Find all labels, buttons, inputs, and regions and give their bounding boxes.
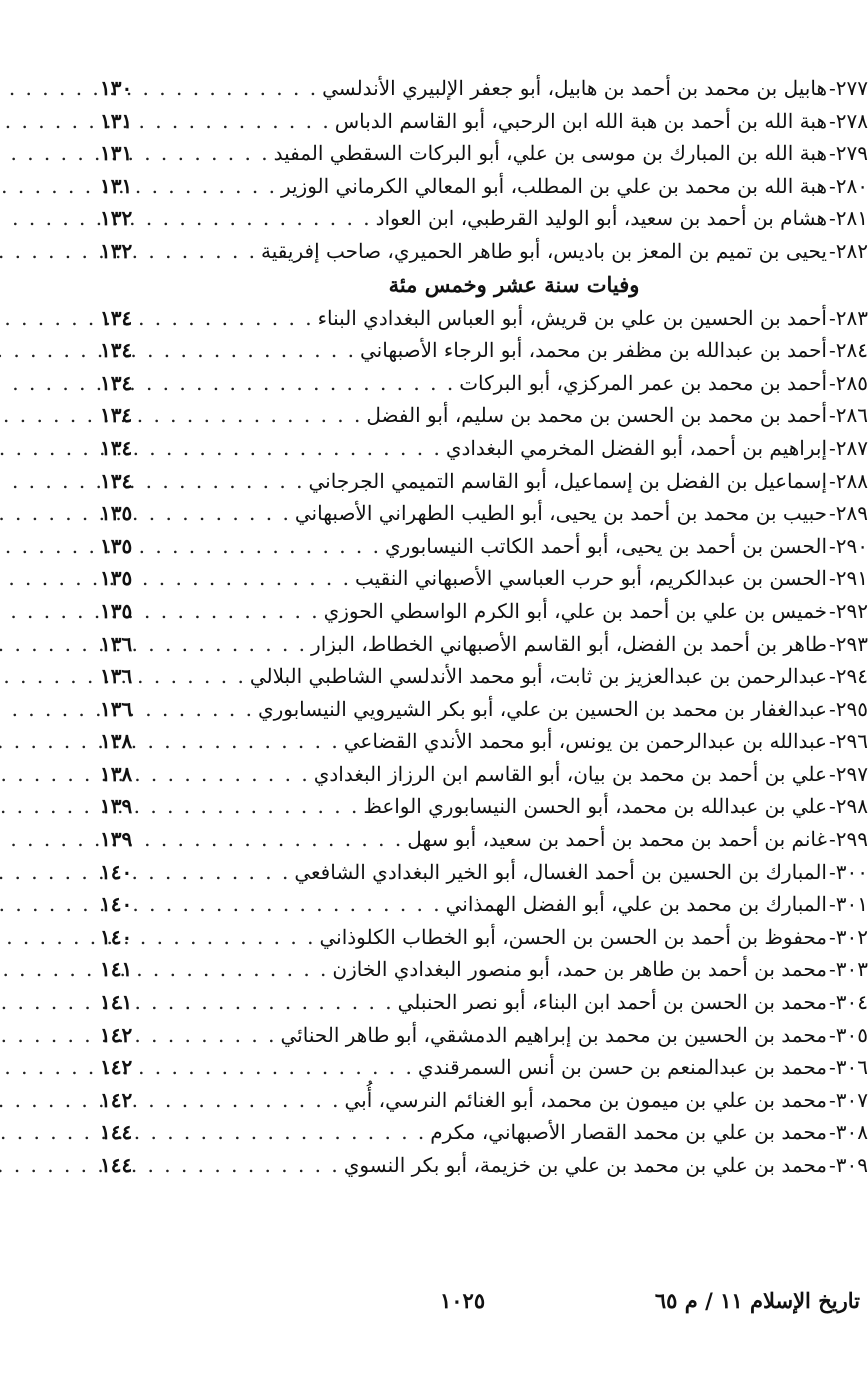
toc-entry [100, 497, 868, 530]
entry-page-ref: ١٤٠ [100, 859, 133, 884]
entry-number: ٢٨٩- [829, 501, 868, 526]
toc-entry [100, 465, 868, 498]
toc-entry [100, 432, 868, 465]
dot-leader [162, 1116, 430, 1149]
entry-name: عبدالغفار بن محمد بن الحسين بن علي، أبو بكر الشيرويي النيسابوري [257, 696, 827, 721]
entry-number: ٢٧٩- [829, 141, 868, 166]
entry-name: محمد بن أحمد بن طاهر بن حمد، أبو منصور البغدادي الخازن [332, 957, 827, 982]
section-heading: وفيات سنة عشر وخمس مئة [388, 271, 640, 297]
entry-page-ref: ١٣٢ [100, 238, 133, 263]
toc-entry [100, 953, 868, 986]
entries-group-a [100, 72, 868, 268]
toc-entry [100, 986, 868, 1019]
entry-name: أحمد بن محمد بن الحسن بن محمد بن سليم، أبو الفضل [366, 403, 827, 428]
entry-number: ٢٨٦- [829, 403, 868, 428]
entry-page-ref: ١٣٤ [100, 338, 133, 363]
dot-leader [162, 921, 319, 954]
toc-entry [100, 693, 868, 726]
entry-page-ref: ١٣٤ [100, 403, 133, 428]
entry-page-ref: ١٣٨ [100, 761, 133, 786]
dot-leader [162, 595, 324, 628]
entry-name: الحسن بن عبدالكريم، أبو حرب العباسي الأصبهاني النقيب [355, 566, 827, 591]
dot-leader [162, 72, 322, 105]
entry-name: أحمد بن محمد بن عمر المركزي، أبو البركات [459, 370, 827, 395]
dot-leader [162, 235, 261, 268]
dot-leader [162, 465, 308, 498]
entry-name: هبة الله بن أحمد بن هبة الله ابن الرحبي، أبو القاسم الدباس [334, 108, 827, 133]
toc-entry [100, 170, 868, 203]
toc-entry [100, 105, 868, 138]
entry-number: ٣٠٥- [829, 1022, 868, 1047]
toc-entry [100, 72, 868, 105]
entry-number: ٢٩٩- [829, 827, 868, 852]
entry-name: محمد بن علي بن محمد بن علي بن خزيمة، أبو بكر النسوي [343, 1153, 827, 1177]
dot-leader [162, 367, 459, 400]
entry-number: ٢٩٦- [829, 729, 868, 754]
entry-name: الحسن بن أحمد بن يحيى، أبو أحمد الكاتب النيسابوري [385, 533, 827, 558]
dot-leader [162, 628, 311, 661]
entry-number: ٢٩٧- [829, 761, 868, 786]
entry-number: ٢٨٧- [829, 435, 868, 460]
entry-number: ٣٠١- [829, 892, 868, 917]
table-of-contents [100, 72, 868, 1182]
toc-entry [100, 302, 868, 335]
toc-entry [100, 1116, 868, 1149]
entry-name: هبة الله بن المبارك بن موسى بن علي، أبو البركات السقطي المفيد [273, 141, 827, 166]
dot-leader [162, 888, 446, 921]
entry-number: ٣٠٣- [829, 957, 868, 982]
entry-name: هبة الله بن محمد بن علي بن المطلب، أبو المعالي الكرماني الوزير [280, 173, 827, 198]
toc-entry [100, 235, 868, 268]
dot-leader [162, 399, 366, 432]
dot-leader [162, 302, 318, 335]
entry-page-ref: ١٣١ [100, 141, 133, 166]
toc-entry [100, 595, 868, 628]
entry-number: ٣٠٢- [829, 924, 868, 949]
dot-leader [162, 725, 344, 758]
toc-entry [100, 823, 868, 856]
entry-page-ref: ١٣٨ [100, 729, 133, 754]
toc-entry [100, 334, 868, 367]
entry-page-ref: ١٣٩ [100, 827, 133, 852]
entries-group-b [100, 302, 868, 1182]
toc-entry [100, 856, 868, 889]
dot-leader [162, 105, 335, 138]
toc-entry [100, 1019, 868, 1052]
dot-leader [162, 823, 407, 856]
toc-entry [100, 758, 868, 791]
dot-leader [162, 170, 281, 203]
dot-leader [162, 790, 363, 823]
toc-entry [100, 628, 868, 661]
entry-name: محفوظ بن أحمد بن الحسن بن الحسن، أبو الخطاب الكلوذاني [319, 924, 827, 949]
entry-page-ref: ١٤٠ [100, 892, 133, 917]
dot-leader [162, 530, 385, 563]
entry-page-ref: ١٤٢ [100, 1087, 133, 1112]
entry-page-ref: ١٣٦ [100, 631, 133, 656]
toc-entry [100, 1084, 868, 1117]
entry-name: علي بن أحمد بن محمد بن بيان، أبو القاسم ابن الرزاز البغدادي [313, 761, 827, 786]
entry-number: ٢٩٤- [829, 664, 868, 689]
entry-number: ٢٩٥- [829, 696, 868, 721]
toc-entry [100, 921, 868, 954]
entry-page-ref: ١٤٢ [100, 1055, 133, 1080]
entry-page-ref: ١٣٥ [100, 501, 133, 526]
entry-name: أحمد بن الحسين بن علي بن قريش، أبو العباس البغدادي البناء [317, 305, 827, 330]
entry-number: ٢٧٧- [829, 76, 868, 100]
entry-page-ref: ١٤٤ [100, 1153, 133, 1177]
entry-number: ٣٠٦- [829, 1055, 868, 1080]
toc-entry [100, 725, 868, 758]
toc-entry [100, 137, 868, 170]
toc-entry [100, 1051, 868, 1084]
dot-leader [162, 562, 355, 595]
dot-leader [162, 137, 274, 170]
entry-name: المبارك بن الحسين بن أحمد الغسال، أبو الخير البغدادي الشافعي [294, 859, 827, 884]
entry-number: ٢٨٥- [829, 370, 868, 395]
dot-leader [162, 497, 295, 530]
entry-page-ref: ١٣٤ [100, 305, 133, 330]
entry-page-ref: ١٣٤ [100, 468, 133, 493]
entry-number: ٢٨٠- [829, 173, 868, 198]
book-series-label: تاريخ الإسلام ١١ / م ٦٥ [654, 1288, 860, 1313]
entry-number: ٢٨٨- [829, 468, 868, 493]
entry-name: أحمد بن عبدالله بن مظفر بن محمد، أبو الرجاء الأصبهاني [360, 338, 827, 363]
entry-number: ٢٩٨- [829, 794, 868, 819]
entry-page-ref: ١٣٥ [100, 566, 133, 591]
entry-name: خميس بن علي بن أحمد بن علي، أبو الكرم الواسطي الحوزي [323, 598, 827, 623]
entry-name: هشام بن أحمد بن سعيد، أبو الوليد القرطبي، ابن العواد [375, 206, 827, 231]
entry-number: ٣٠٤- [829, 990, 868, 1015]
entry-number: ٣٠٩- [829, 1153, 868, 1177]
toc-entry [100, 888, 868, 921]
entry-name: عبدالرحمن بن عبدالعزيز بن ثابت، أبو محمد الأندلسي الشاطبي البلالي [249, 664, 827, 689]
entry-name: محمد بن علي بن محمد القصار الأصبهاني، مكرم [430, 1120, 827, 1145]
entry-name: محمد بن علي بن ميمون بن محمد، أبو الغنائم النرسي، أُبي [344, 1087, 827, 1112]
entry-number: ٢٨٢- [829, 238, 868, 263]
dot-leader [162, 660, 250, 693]
entry-number: ٢٩٢- [829, 598, 868, 623]
entry-page-ref: ١٣١ [100, 173, 133, 198]
entry-page-ref: ١٤٠ [100, 924, 133, 949]
toc-entry [100, 660, 868, 693]
entry-name: محمد بن عبدالمنعم بن حسن بن أنس السمرقندي [417, 1055, 827, 1080]
entry-page-ref: ١٣٦ [100, 664, 133, 689]
entry-page-ref: ١٣٩ [100, 794, 133, 819]
entry-number: ٢٧٨- [829, 108, 868, 133]
entry-number: ٢٩٣- [829, 631, 868, 656]
dot-leader [162, 856, 294, 889]
entry-page-ref: ١٤٤ [100, 1120, 133, 1145]
entry-page-ref: ١٣٥ [100, 598, 133, 623]
dot-leader [162, 334, 360, 367]
entry-number: ٢٨١- [829, 206, 868, 231]
entry-number: ٢٩١- [829, 566, 868, 591]
entry-page-ref: ١٣٦ [100, 696, 133, 721]
entry-page-ref: ١٣١ [100, 108, 133, 133]
entry-page-ref: ١٣٠ [100, 76, 133, 100]
toc-entry [100, 367, 868, 400]
entry-name: طاهر بن أحمد بن الفضل، أبو القاسم الأصبهاني الخطاط، البزار [311, 631, 827, 656]
dot-leader [162, 202, 376, 235]
dot-leader [162, 1149, 344, 1182]
dot-leader [162, 432, 446, 465]
dot-leader [162, 986, 398, 1019]
entry-name: المبارك بن محمد بن علي، أبو الفضل الهمذاني [445, 892, 827, 917]
entry-page-ref: ١٣٥ [100, 533, 133, 558]
dot-leader [162, 758, 314, 791]
entry-number: ٣٠٠- [829, 859, 868, 884]
toc-entry [100, 399, 868, 432]
entry-number: ٣٠٧- [829, 1087, 868, 1112]
entry-page-ref: ١٤١ [100, 990, 133, 1015]
entry-name: هابيل بن محمد بن أحمد بن هابيل، أبو جعفر الإلبيري الأندلسي [322, 76, 827, 100]
entry-name: يحيى بن تميم بن المعز بن باديس، أبو طاهر الحميري، صاحب إفريقية [261, 238, 827, 263]
dot-leader [162, 693, 258, 726]
entry-number: ٢٨٤- [829, 338, 868, 363]
entry-name: محمد بن الحسين بن محمد بن إبراهيم الدمشقي، أبو طاهر الحنائي [280, 1022, 827, 1047]
entry-number: ٣٠٨- [829, 1120, 868, 1145]
dot-leader [162, 1019, 280, 1052]
toc-entry [100, 202, 868, 235]
entry-name: إسماعيل بن الفضل بن إسماعيل، أبو القاسم التميمي الجرجاني [308, 468, 827, 493]
entry-page-ref: ١٣٢ [100, 206, 133, 231]
dot-leader [162, 953, 332, 986]
entry-page-ref: ١٤٢ [100, 1022, 133, 1047]
entry-name: محمد بن الحسن بن أحمد ابن البناء، أبو نصر الحنبلي [397, 990, 827, 1015]
entry-name: عبدالله بن عبدالرحمن بن يونس، أبو محمد الأندي القضاعي [343, 729, 827, 754]
entry-page-ref: ١٤١ [100, 957, 133, 982]
toc-entry [100, 790, 868, 823]
entry-name: علي بن عبدالله بن محمد، أبو الحسن النيسابوري الواعظ [363, 794, 827, 819]
toc-entry [100, 1149, 868, 1182]
entry-name: إبراهيم بن أحمد، أبو الفضل المخرمي البغدادي [445, 435, 827, 460]
entry-number: ٢٨٣- [829, 305, 868, 330]
dot-leader [162, 1084, 345, 1117]
entry-name: غانم بن أحمد بن محمد بن أحمد بن سعيد، أبو سهل [407, 827, 827, 852]
entry-name: حبيب بن محمد بن أحمد بن يحيى، أبو الطيب الطهراني الأصبهاني [294, 501, 827, 526]
page-number: ١٠٢٥ [440, 1288, 486, 1313]
toc-entry [100, 562, 868, 595]
toc-entry [100, 530, 868, 563]
entry-page-ref: ١٣٤ [100, 370, 133, 395]
dot-leader [162, 1051, 418, 1084]
entry-number: ٢٩٠- [829, 533, 868, 558]
entry-page-ref: ١٣٤ [100, 435, 133, 460]
